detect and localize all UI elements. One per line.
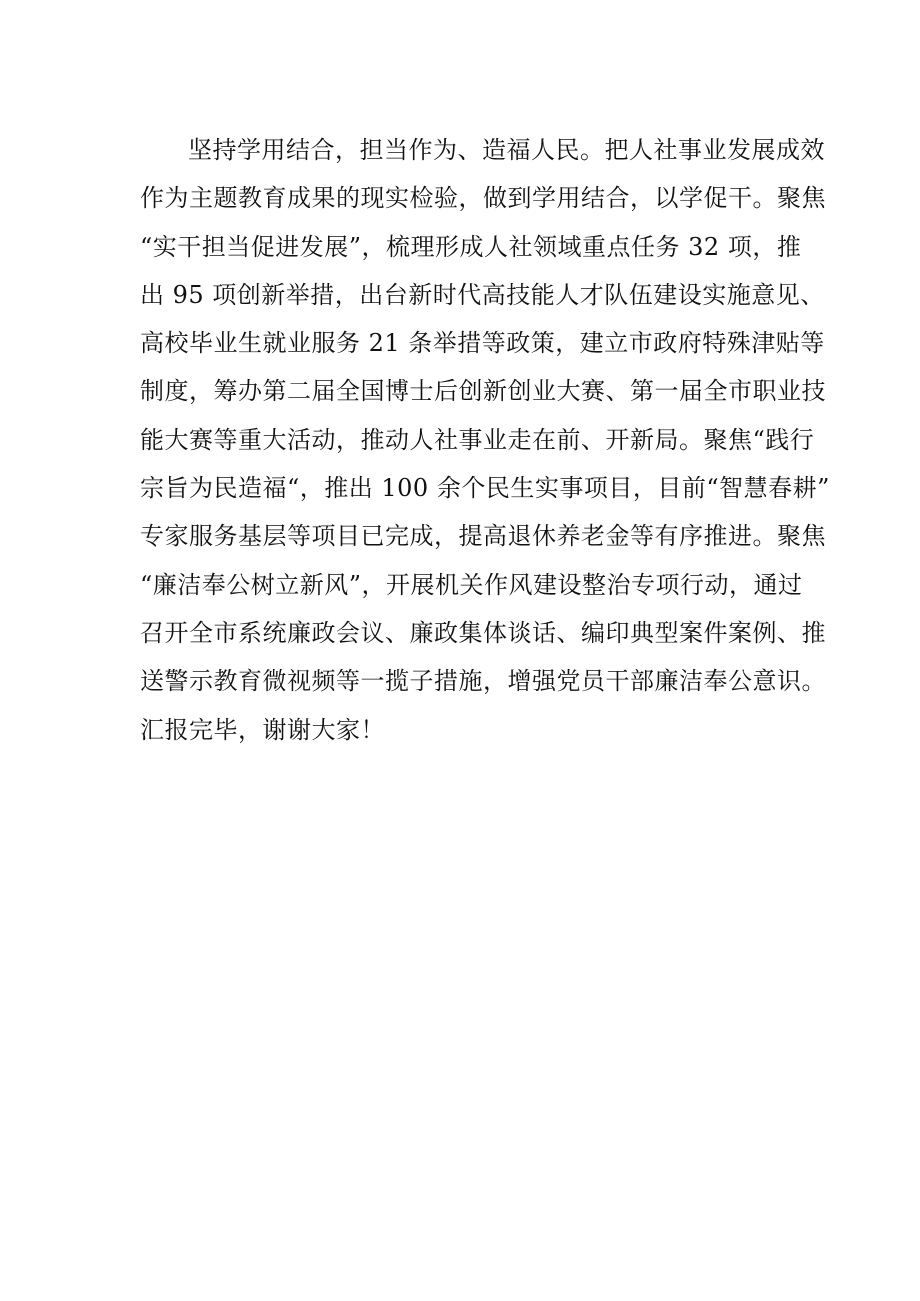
paragraph-line: 坚持学用结合，担当作为、造福人民。把人社事业发展成效	[188, 136, 825, 164]
paragraph-line: 作为主题教育成果的现实检验，做到学用结合，以学促干。聚焦	[140, 184, 826, 213]
paragraph-line: 召开全市系统廉政会议、廉政集体谈话、编印典型案件案例、推	[140, 618, 826, 647]
paragraph-line: “实干担当促进发展”，梳理形成人社领域重点任务 32 项，推	[140, 232, 802, 261]
paragraph-line: 宗旨为民造福“，推出 100 余个民生实事项目，目前“智慧春耕”	[140, 474, 830, 503]
paragraph-line: 制度，筹办第二届全国博士后创新创业大赛、第一届全市职业技	[140, 377, 826, 406]
paragraph-line: 专家服务基层等项目已完成，提高退休养老金等有序推进。聚焦	[140, 522, 826, 551]
paragraph-line: “廉洁奉公树立新风”，开展机关作风建设整治专项行动，通过	[140, 570, 803, 599]
paragraph-line: 高校毕业生就业服务 21 条举措等政策，建立市政府特殊津贴等	[140, 329, 825, 358]
paragraph-line: 出 95 项创新举措，出台新时代高技能人才队伍建设实施意见、	[140, 280, 825, 309]
paragraph-line: 送警示教育微视频等一揽子措施，增强党员干部廉洁奉公意识。	[140, 667, 826, 696]
paragraph-line-closing: 汇报完毕，谢谢大家！	[140, 715, 385, 744]
paragraph-line: 能大赛等重大活动，推动人社事业走在前、开新局。聚焦“践行	[140, 425, 815, 454]
body-paragraph	[140, 126, 830, 754]
